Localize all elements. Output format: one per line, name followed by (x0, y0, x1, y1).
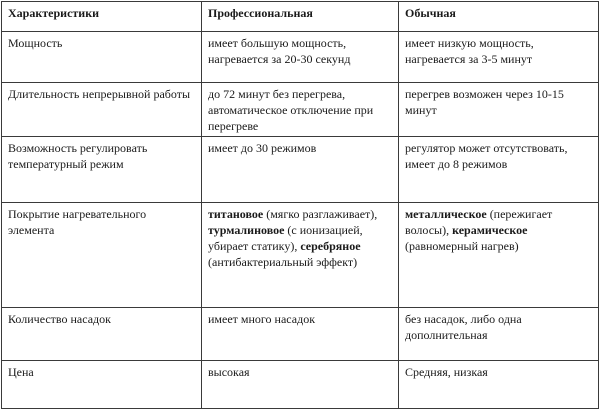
cell-feature: Возможность регулировать температурный режим (2, 137, 202, 203)
table-row (2, 308, 599, 361)
cell-professional: до 72 минут без перегрева, автоматическое отключение при перегреве (202, 83, 399, 137)
coating-tourmaline: турмалиновое (208, 223, 285, 237)
coating-silver-note: (антибактериальный эффект) (208, 255, 358, 269)
cell-professional: высокая (202, 361, 399, 409)
cell-professional: имеет много насадок (202, 308, 399, 361)
table-row (2, 32, 599, 83)
table-row (2, 137, 599, 203)
cell-feature: Длительность непрерывной работы (2, 83, 202, 137)
coating-silver: серебряное (300, 239, 361, 253)
cell-ordinary: Средняя, низкая (399, 361, 599, 409)
coating-metal-note: (пережигает волосы), (405, 207, 553, 237)
cell-professional (202, 203, 399, 308)
cell-feature: Покрытие нагревательного элемента (2, 203, 202, 308)
table-header-row (2, 2, 599, 32)
table-row (2, 361, 599, 409)
coating-tourmaline-note: (с ионизацией, убирает статику), (208, 223, 363, 253)
coating-ceramic: керамическое (452, 223, 528, 237)
coating-metal: металлическое (405, 207, 487, 221)
coating-titanium-note: (мягко разглаживает), (263, 207, 378, 221)
cell-ordinary: без насадок, либо одна дополнительная (399, 308, 599, 361)
cell-professional: имеет большую мощность, нагревается за 20-30 секунд (202, 32, 399, 83)
cell-ordinary (399, 203, 599, 308)
coating-ceramic-note: (равномерный нагрев) (405, 239, 519, 253)
comparison-table (1, 1, 599, 409)
table-row (2, 83, 599, 137)
coating-titanium: титановое (208, 207, 264, 221)
cell-professional: имеет до 30 режимов (202, 137, 399, 203)
cell-ordinary: регулятор может отсутствовать, имеет до 8 режимов (399, 137, 599, 203)
table-row (2, 203, 599, 308)
cell-feature: Количество насадок (2, 308, 202, 361)
cell-feature: Цена (2, 361, 202, 409)
cell-ordinary: имеет низкую мощность, нагревается за 3-5 минут (399, 32, 599, 83)
header-ordinary: Обычная (399, 2, 599, 32)
cell-feature: Мощность (2, 32, 202, 83)
header-characteristics: Характеристики (2, 2, 202, 32)
cell-ordinary: перегрев возможен через 10-15 минут (399, 83, 599, 137)
header-professional: Профессиональная (202, 2, 399, 32)
